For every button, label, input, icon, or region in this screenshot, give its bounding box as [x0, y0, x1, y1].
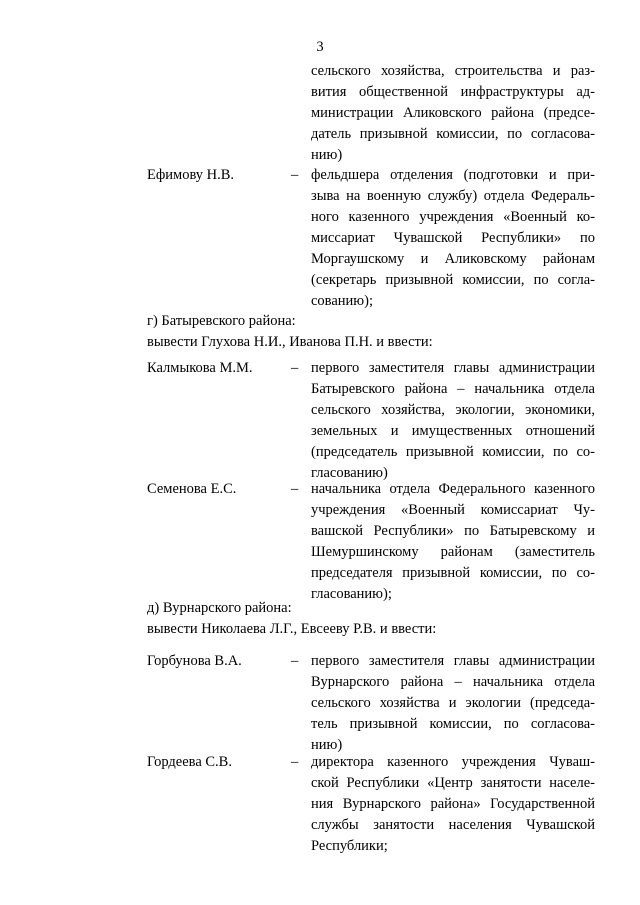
section-title: г) Батыревского района: [147, 313, 296, 329]
text-line: гласованию) [311, 465, 388, 481]
text-line: тель призывной комиссии, по согласова- [311, 716, 595, 732]
person-name: Калмыкова М.М. [147, 360, 253, 376]
text-line: вашской Республики» по Батыревскому и [311, 523, 595, 539]
text-line: министрации Аликовского района (предсе- [311, 105, 595, 121]
text-line: ской Республики «Центр занятости населе- [311, 775, 595, 791]
text-line: гласованию); [311, 586, 392, 602]
text-line: первого заместителя главы администрации [311, 360, 595, 376]
entry-description [311, 165, 595, 312]
entry-description [311, 61, 595, 166]
text-line: сельского хозяйства, экологии, экономики, [311, 402, 595, 418]
text-line: Батыревского района – начальника отдела [311, 381, 595, 397]
text-line: сельского хозяйства и экологии (председа- [311, 695, 595, 711]
text-line: земельных и имущественных отношений [311, 423, 595, 439]
person-name: Ефимову Н.В. [147, 167, 235, 183]
text-line: Моргаушскому и Аликовскому районам [311, 251, 595, 267]
text-line: нию) [311, 737, 343, 753]
person-name: Горбунова В.А. [147, 653, 242, 669]
dash: – [291, 653, 299, 669]
text-line: зыва на военную службу) отдела Федераль- [311, 188, 595, 204]
entry-description [311, 479, 595, 605]
text-line: нию) [311, 147, 343, 163]
entry-description [311, 651, 595, 756]
person-name: Семенова Е.С. [147, 481, 237, 497]
text-line: начальника отдела Федерального казенного [311, 481, 595, 497]
text-line: ния Вурнарского района» Государственной [311, 796, 595, 812]
entry-description [311, 752, 595, 857]
section-instruction: вывести Николаева Л.Г., Евсееву Р.В. и ввести: [147, 621, 437, 637]
section-title: д) Вурнарского района: [147, 600, 292, 616]
text-line: вития общественной инфраструктуры ад- [311, 84, 595, 100]
section-instruction: вывести Глухова Н.И., Иванова П.Н. и ввести: [147, 334, 433, 350]
section-heading-batyrev [147, 311, 607, 353]
person-name: Гордеева С.В. [147, 754, 232, 770]
text-line: учреждения «Военный комиссариат Чу- [311, 502, 595, 518]
text-line: фельдшера отделения (подготовки и при- [311, 167, 595, 183]
text-line: первого заместителя главы администрации [311, 653, 595, 669]
text-line: (председатель призывной комиссии, по со- [311, 444, 595, 460]
text-line: (секретарь призывной комиссии, по согла- [311, 272, 595, 288]
text-line: миссариат Чувашской Республики» по [311, 230, 595, 246]
dash: – [291, 360, 299, 376]
text-line: Вурнарского района – начальника отдела [311, 674, 595, 690]
dash: – [291, 167, 299, 183]
text-line: службы занятости населения Чувашской [311, 817, 595, 833]
text-line: председателя призывной комиссии, по со- [311, 565, 595, 581]
page-number: 3 [316, 39, 324, 55]
text-line: ного казенного учреждения «Военный ко- [311, 209, 595, 225]
dash: – [291, 754, 299, 770]
text-line: директора казенного учреждения Чуваш- [311, 754, 595, 770]
entry-description [311, 358, 595, 484]
text-line: Шемуршинскому районам (заместитель [311, 544, 595, 560]
text-line: сельского хозяйства, строительства и раз- [311, 63, 595, 79]
text-line: датель призывной комиссии, по согласова- [311, 126, 595, 142]
dash: – [291, 481, 299, 497]
text-line: сованию); [311, 293, 373, 309]
section-heading-vurnar [147, 598, 607, 640]
text-line: Республики; [311, 838, 388, 854]
